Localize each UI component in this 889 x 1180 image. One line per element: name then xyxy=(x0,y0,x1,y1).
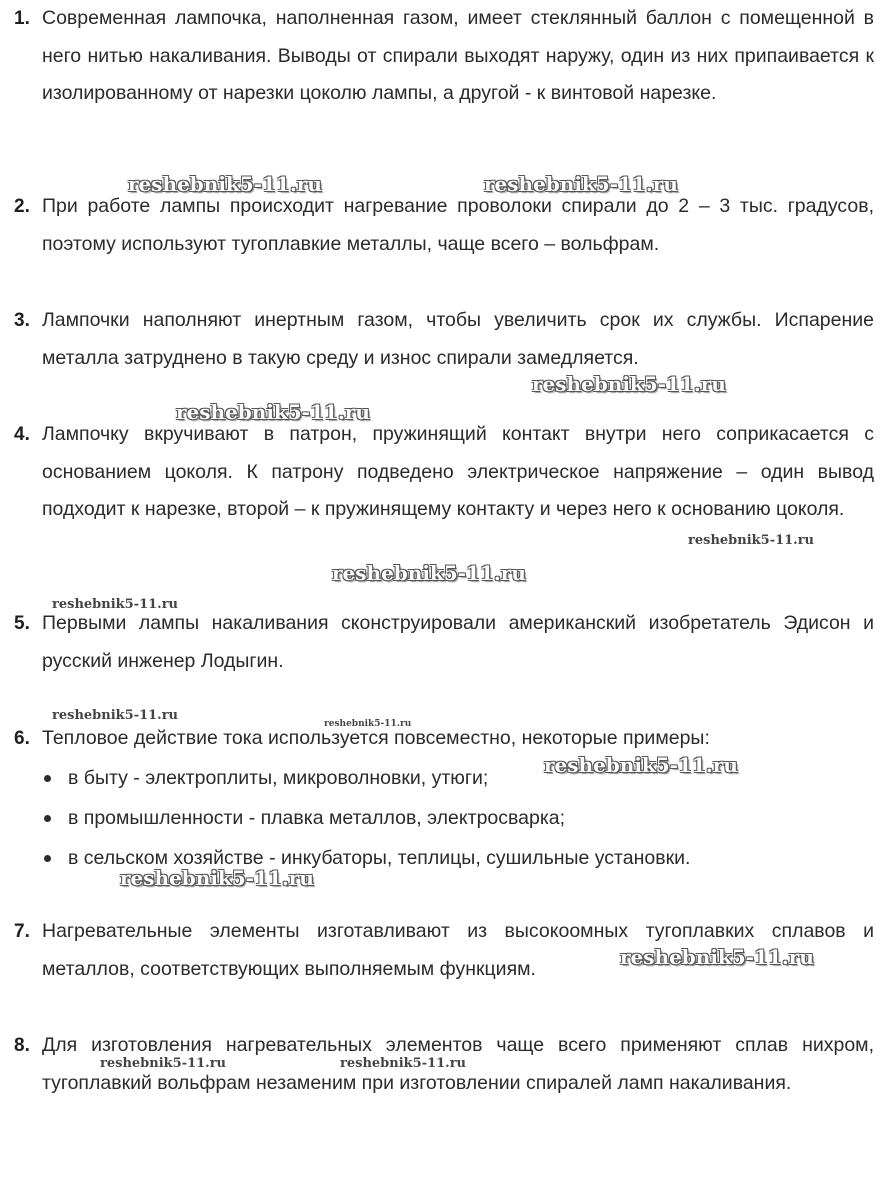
watermark: reshebnik5-11.ru xyxy=(52,597,179,612)
item-text: Тепловое действие тока используется повсеместно, некоторые примеры: xyxy=(42,727,710,749)
watermark: reshebnik5-11.ru xyxy=(332,561,526,585)
watermark: reshebnik5-11.ru xyxy=(688,533,815,548)
item-number: 5. xyxy=(14,613,30,634)
watermark: reshebnik5-11.ru xyxy=(128,172,322,196)
answer-item-2 xyxy=(14,188,874,263)
list-item: в сельском хозяйстве - инкубаторы, теплицы, сушильные установки. xyxy=(42,838,874,878)
item-text: Современная лампочка, наполненная газом, имеет стеклянный баллон с помещенной в него нитью накаливания. Выводы от спирали выходят наружу, один из них припаивается к изолированному от нарезки цоколю лампы, а другой - к винтовой нарезке. xyxy=(42,7,874,104)
list-item: в быту - электроплиты, микроволновки, утюги; xyxy=(42,758,874,798)
item-number: 1. xyxy=(14,8,30,29)
item-number: 8. xyxy=(14,1035,30,1056)
item-number: 4. xyxy=(14,424,30,445)
item-text: Нагревательные элементы изготавливают из высокоомных тугоплавких сплавов и металлов, соответствующих выполняемым функциям. xyxy=(42,920,874,980)
watermark: reshebnik5-11.ru xyxy=(340,1056,467,1071)
watermark: reshebnik5-11.ru xyxy=(120,866,314,890)
item-number: 2. xyxy=(14,196,30,217)
list-item: в промышленности - плавка металлов, электросварка; xyxy=(42,798,874,838)
answer-item-6 xyxy=(14,720,874,878)
watermark: reshebnik5-11.ru xyxy=(176,400,370,424)
watermark: reshebnik5-11.ru xyxy=(544,753,738,777)
watermark: reshebnik5-11.ru xyxy=(52,708,179,723)
item-text: Для изготовления нагревательных элементов чаще всего применяют сплав нихром, тугоплавкий вольфрам незаменим при изготовлении спиралей ламп накаливания. xyxy=(42,1034,874,1094)
bullet-icon xyxy=(44,775,51,782)
answer-item-5 xyxy=(14,605,874,680)
item-number: 3. xyxy=(14,310,30,331)
examples-list xyxy=(42,758,874,878)
watermark: reshebnik5-11.ru xyxy=(620,945,814,969)
answer-item-4 xyxy=(14,416,874,529)
item-text: Лампочку вкручивают в патрон, пружинящий контакт внутри него соприкасается с основанием цоколя. К патрону подведено электрическое напряжение – один вывод подходит к нарезке, второй – к пружинящему контакту и через него к основанию цоколя. xyxy=(42,423,874,520)
item-text: При работе лампы происходит нагревание проволоки спирали до 2 – 3 тыс. градусов, поэтому используют тугоплавкие металлы, чаще всего – вольфрам. xyxy=(42,195,874,255)
item-number: 7. xyxy=(14,921,30,942)
answer-item-1 xyxy=(14,0,874,113)
watermark: reshebnik5-11.ru xyxy=(324,719,412,729)
bullet-icon xyxy=(44,815,51,822)
answer-item-3 xyxy=(14,302,874,377)
watermark: reshebnik5-11.ru xyxy=(532,372,726,396)
watermark: reshebnik5-11.ru xyxy=(100,1056,227,1071)
item-number: 6. xyxy=(14,728,30,749)
item-text: Первыми лампы накаливания сконструировали американский изобретатель Эдисон и русский инженер Лодыгин. xyxy=(42,612,874,672)
bullet-icon xyxy=(44,855,51,862)
watermark: reshebnik5-11.ru xyxy=(484,172,678,196)
item-text: Лампочки наполняют инертным газом, чтобы увеличить срок их службы. Испарение металла затруднено в такую среду и износ спирали замедляется. xyxy=(42,309,874,369)
